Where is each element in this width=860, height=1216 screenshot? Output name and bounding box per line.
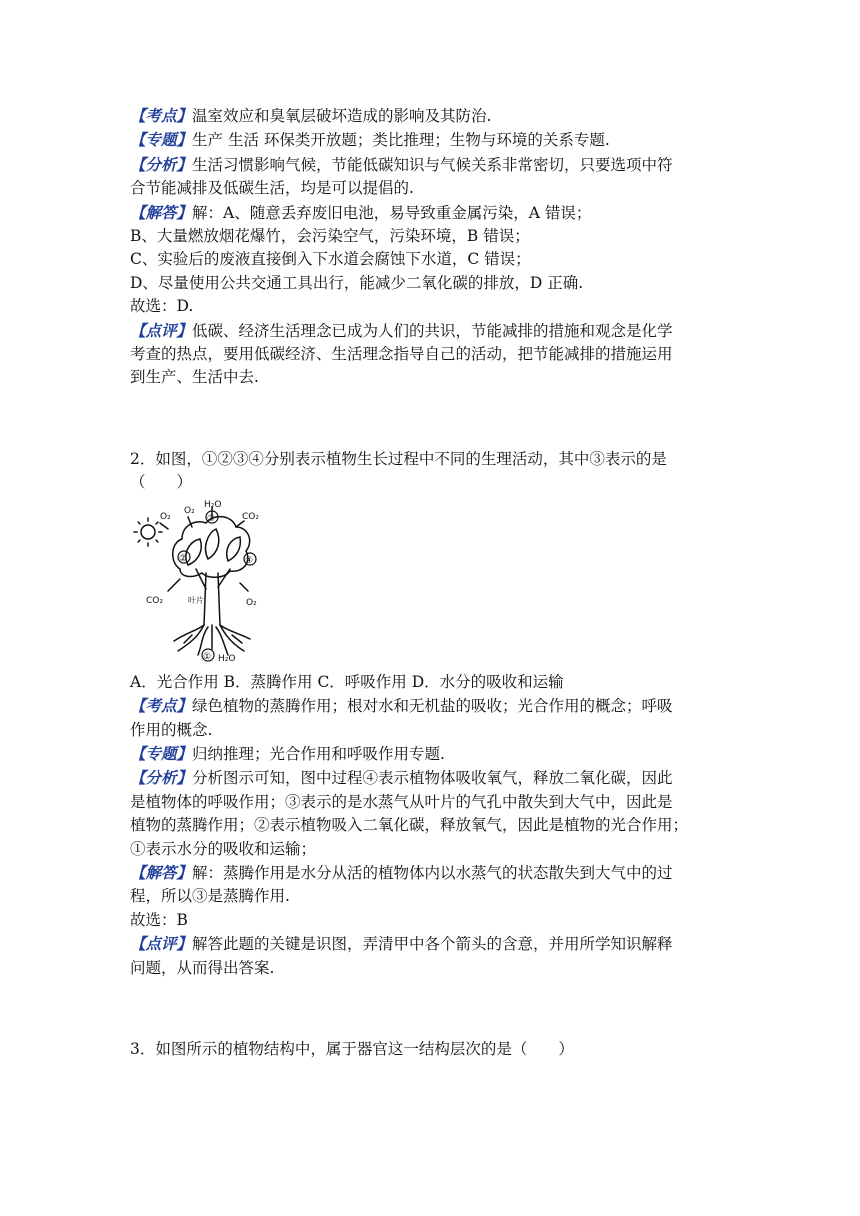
q1-fenxi-line2: 合节能减排及低碳生活，均是可以提倡的. (130, 179, 414, 198)
q2-jieda-line2: 程，所以③是蒸腾作用. (130, 887, 290, 906)
q2-dianping-line2: 问题，从而得出答案. (130, 958, 275, 977)
arrow-o2-out (240, 583, 248, 591)
q1-zhuanti: 【专题】生产 生活 环保类开放题；类比推理；生物与环境的关系专题. (130, 130, 610, 150)
q2-kaodian-line2: 作用的概念. (130, 720, 213, 739)
fenxi-tag: 【分析】 (130, 154, 193, 174)
sun-icon (134, 518, 162, 546)
q1-option-d-line: D、尽量使用公共交通工具出行，能减少二氧化碳的排放，D 正确. (130, 273, 584, 292)
leaf-right (227, 537, 241, 561)
zhuanti-tag: 【专题】 (130, 130, 193, 150)
q1-answer: 故选：D. (130, 297, 194, 316)
q1-option-c-line: C、实验后的废液直接倒入下水道会腐蚀下水道，C 错误； (130, 250, 531, 269)
q2-fenxi-line2: 是植物体的呼吸作用；③表示的是水蒸气从叶片的气孔中散失到大气中，因此是 (130, 792, 673, 811)
label-o2-right: O₂ (246, 597, 257, 608)
label-leaf: 叶片 (188, 595, 204, 605)
fenxi-tag: 【分析】 (130, 768, 193, 788)
q2-dianping: 【点评】解答此题的关键是识图，弄清甲中各个箭头的含意，并用所学知识解释 (130, 934, 673, 954)
label-co2-top-right: CO₂ (242, 511, 259, 522)
jieda-tag: 【解答】 (130, 862, 193, 882)
q2-answer: 故选：B (130, 910, 188, 929)
arrow-co2-in (168, 579, 180, 591)
q2-stem: 2．如图，①②③④分别表示植物生长过程中不同的生理活动，其中③表示的是 (130, 449, 667, 468)
jieda-tag: 【解答】 (130, 202, 193, 222)
document-content (130, 104, 740, 1061)
q1-dianping-line2: 考查的热点，要用低碳经济、生活理念指导自己的活动，把节能减排的措施运用 (130, 345, 673, 364)
q2-options: A．光合作用 B．蒸腾作用 C．呼吸作用 D．水分的吸收和运输 (130, 672, 564, 691)
leaf-center (206, 529, 219, 559)
label-process-3: ③ (207, 513, 216, 524)
q3-stem: 3．如图所示的植物结构中，属于器官这一结构层次的是（ ） (130, 1039, 574, 1058)
q1-kaodian: 【考点】温室效应和臭氧层破坏造成的影响及其防治. (130, 106, 492, 125)
q1-dianping-line3: 到生产、生活中去. (130, 368, 259, 387)
q1-option-b-line: B、大量燃放烟花爆竹，会污染空气，污染环境，B 错误； (130, 227, 530, 246)
label-o2-top-left: O₂ (160, 511, 171, 522)
q2-stem-bracket: （ ） (130, 473, 193, 492)
label-o2-top-right: O₂ (184, 505, 195, 516)
q2-zhuanti: 【专题】归纳推理；光合作用和呼吸作用专题. (130, 743, 445, 763)
plant-diagram-svg (132, 499, 272, 669)
q1-dianping: 【点评】低碳、经济生活理念已成为人们的共识，节能减排的措施和观念是化学 (130, 320, 673, 340)
q2-fenxi-line3: 植物的蒸腾作用；②表示植物吸入二氧化碳，释放氧气，因此是植物的光合作用； (130, 816, 689, 835)
q2-kaodian: 【考点】绿色植物的蒸腾作用；根对水和无机盐的吸收；光合作用的概念；呼吸 (130, 696, 673, 716)
arrow-o2-left (160, 523, 168, 529)
kaodian-tag: 【考点】 (130, 106, 193, 125)
zhuanti-tag: 【专题】 (130, 743, 193, 763)
plant-figure (132, 499, 272, 669)
label-h2o-bottom: H₂O (218, 653, 236, 664)
label-process-4: ④ (245, 555, 254, 566)
q1-jieda: 【解答】解：A、随意丢弃废旧电池，易导致重金属污染，A 错误； (130, 202, 592, 222)
q2-jieda: 【解答】解：蒸腾作用是水分从活的植物体内以水蒸气的状态散失到大气中的过 (130, 862, 673, 882)
label-h2o-top: H₂O (204, 499, 222, 510)
label-co2-left: CO₂ (146, 595, 163, 606)
label-process-2: ② (179, 553, 188, 564)
kaodian-tag: 【考点】 (130, 696, 193, 716)
dianping-tag: 【点评】 (130, 320, 193, 340)
q2-fenxi: 【分析】分析图示可知，图中过程④表示植物体吸收氧气，释放二氧化碳，因此 (130, 768, 673, 788)
q1-fenxi: 【分析】生活习惯影响气候，节能低碳知识与气候关系非常密切，只要选项中符 (130, 154, 673, 174)
q2-fenxi-line4: ①表示水分的吸收和运输； (130, 839, 317, 858)
label-process-1: ① (203, 651, 212, 662)
dianping-tag: 【点评】 (130, 934, 193, 954)
